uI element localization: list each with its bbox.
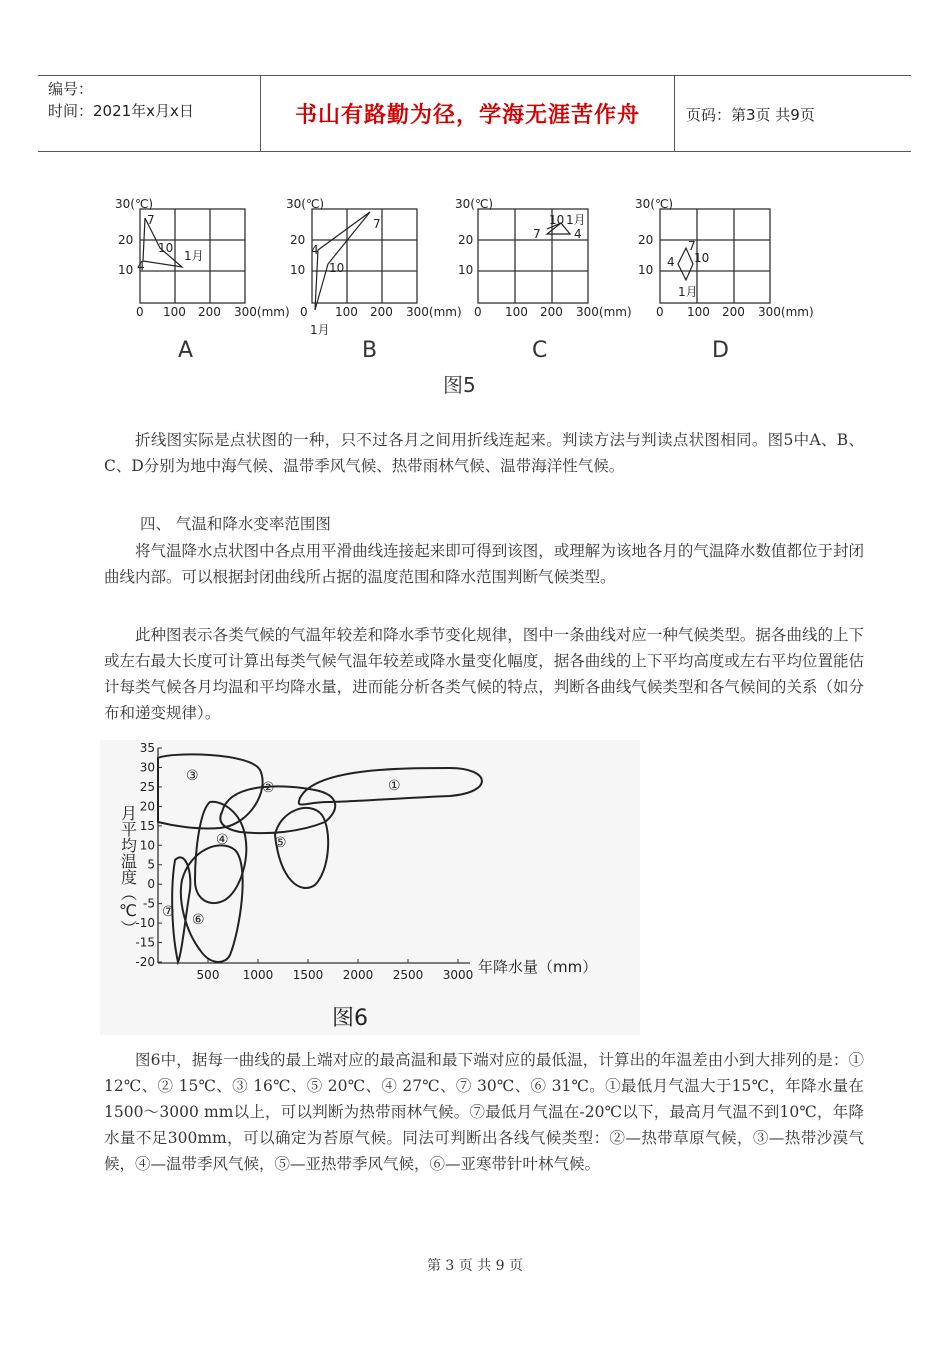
y-tick: 20 xyxy=(118,233,134,247)
paragraph-3 xyxy=(104,622,864,726)
paragraph-text: 此种图表示各类气候的气温年较差和降水季节变化规律，图中一条曲线对应一种气候类型。据各曲线的上下或左右最大长度可计算出每类气候气温年较差或降水量变化幅度，据各曲线的上下平均高度或左右平均位置能估计每类气候各月均温和平均降水量，进而能分析各类气候的特点，判断各曲线气候类型和各气候间的关系（如分布和递变规律）。 xyxy=(104,626,864,722)
x-tick: 100 xyxy=(687,305,710,319)
point-label: 1月 xyxy=(566,213,586,227)
figure-6-caption: 图6 xyxy=(332,1006,368,1031)
x-tick: 100 xyxy=(163,305,186,319)
y-tick: 30(℃) xyxy=(115,197,154,211)
point-label: 1月 xyxy=(184,249,204,263)
paragraph-text: 折线图实际是点状图的一种，只不过各月之间用折线连起来。判读方法与判读点状图相同。图5中A、B、C、D分别为地中海气候、温带季风气候、热带雨林气候、温带海洋性气候。 xyxy=(104,431,864,475)
paragraph-1 xyxy=(104,427,864,479)
y-tick: 30(℃) xyxy=(286,197,325,211)
figure-5 xyxy=(100,182,880,407)
point-label: 4 xyxy=(667,255,675,269)
y-tick: 10 xyxy=(458,263,474,277)
curve-label: ④ xyxy=(216,832,229,848)
header-divider xyxy=(674,76,675,151)
panel-label: A xyxy=(178,338,194,363)
point-label: 10 xyxy=(329,261,345,275)
y-tick: 30(℃) xyxy=(635,197,674,211)
point-label: 0 xyxy=(300,305,308,319)
curve-label: ⑤ xyxy=(274,835,287,851)
y-tick: 35 xyxy=(139,741,155,755)
paragraph-text: 图6中，据每一曲线的最上端对应的最高温和最下端对应的最低温，计算出的年温差由小到大排列的是：① 12℃、② 15℃、③ 16℃、⑤ 20℃、④ 27℃、⑦ 30℃、⑥ 31℃。①最低月气温大于15℃，年降水量在1500～3000 mm以上，可以判断为热带雨林气候。⑦最低月气温在-20℃以下，最高月气温不到10℃，年降水量不足300mm，可以确定为苔原气候。同法可判断出各线气候类型：②—热带草原气候，③—热带沙漠气候，④—温带季风气候，⑤—亚热带季风气候，⑥—亚寒带针叶林气候。 xyxy=(104,1051,864,1173)
y-tick: 10 xyxy=(139,838,155,853)
curve-label: ② xyxy=(262,780,275,796)
x-tick: 1000 xyxy=(242,968,274,982)
x-tick: 300(mm) xyxy=(234,305,290,319)
curve-label: ① xyxy=(388,778,401,794)
y-axis-label: 月平均温度（℃） xyxy=(118,805,138,936)
page-header xyxy=(38,75,911,152)
y-tick: 15 xyxy=(139,818,155,833)
x-tick: 1500 xyxy=(292,968,324,982)
panel-label: D xyxy=(712,338,729,363)
x-tick: 500 xyxy=(196,968,220,982)
x-tick: 0 xyxy=(136,305,144,319)
paragraph-text: 将气温降水点状图中各点用平滑曲线连接起来即可得到该图，或理解为该地各月的气温降水数值都位于封闭曲线内部。可以根据封闭曲线所占据的温度范围和降水范围判断气候类型。 xyxy=(104,542,864,586)
y-tick: -10 xyxy=(135,916,155,931)
x-tick: 300(mm) xyxy=(576,305,632,319)
curve-label: ⑦ xyxy=(162,904,175,920)
point-label: 4 xyxy=(311,243,319,257)
page-footer: 第 3 页 共 9 页 xyxy=(426,1258,524,1274)
x-tick: 300(mm) xyxy=(406,305,462,319)
y-tick: -20 xyxy=(135,955,155,969)
point-label: 4 xyxy=(574,227,582,241)
x-tick: 2000 xyxy=(342,968,374,982)
section-title: 四、 气温和降水变率范围图 xyxy=(140,515,331,533)
x-tick: 3000 xyxy=(442,968,474,982)
panel-label: C xyxy=(532,338,548,363)
curve-label: ③ xyxy=(186,768,199,784)
y-tick: 5 xyxy=(147,857,155,872)
curve-label: ⑥ xyxy=(192,912,205,928)
y-tick: 20 xyxy=(290,233,306,247)
x-tick: 2500 xyxy=(392,968,424,982)
y-tick: 20 xyxy=(458,233,474,247)
y-tick: 20 xyxy=(638,233,654,247)
point-label: 7 xyxy=(533,227,541,241)
x-tick: 200 xyxy=(198,305,221,319)
x-tick: 100 xyxy=(335,305,358,319)
point-label: 10 xyxy=(549,213,565,227)
y-tick: 30(℃) xyxy=(455,197,494,211)
y-tick: 10 xyxy=(118,263,134,277)
y-tick: -15 xyxy=(135,935,155,950)
y-tick: -5 xyxy=(143,896,155,911)
header-page-label: 页码：第3页 共9页 xyxy=(686,106,815,124)
point-label: 1月 xyxy=(678,285,698,299)
point-label: 7 xyxy=(373,217,381,231)
paragraph-4 xyxy=(104,1047,864,1177)
y-tick: 0 xyxy=(147,877,155,892)
x-tick: 0 xyxy=(474,305,482,319)
figure-6 xyxy=(100,740,640,1035)
paragraph-2 xyxy=(104,538,864,590)
y-tick: 20 xyxy=(139,799,155,814)
time-label: 时间：2021年x月x日 xyxy=(48,102,194,120)
panel-label: B xyxy=(362,338,378,363)
point-label: 1月 xyxy=(310,323,330,337)
y-tick: 25 xyxy=(139,779,155,794)
x-tick: 200 xyxy=(370,305,393,319)
header-motto: 书山有路勤为径，学海无涯苦作舟 xyxy=(294,103,640,128)
x-tick: 200 xyxy=(722,305,745,319)
point-label: 10 xyxy=(694,251,710,265)
x-tick: 0 xyxy=(656,305,664,319)
header-meta xyxy=(48,78,263,122)
y-tick: 10 xyxy=(638,263,654,277)
figure-5-caption: 图5 xyxy=(443,373,476,397)
x-tick: 200 xyxy=(540,305,563,319)
point-label: 7 xyxy=(147,213,155,227)
point-label: 7 xyxy=(688,239,696,253)
y-tick: 10 xyxy=(290,263,306,277)
point-label: 4 xyxy=(137,259,145,273)
x-axis-label: 年降水量（mm） xyxy=(478,958,598,976)
point-label: 10 xyxy=(158,241,174,255)
doc-number-label: 编号： xyxy=(48,80,94,98)
y-tick: 30 xyxy=(139,760,155,775)
x-tick: 100 xyxy=(505,305,528,319)
x-tick: 300(mm) xyxy=(758,305,814,319)
